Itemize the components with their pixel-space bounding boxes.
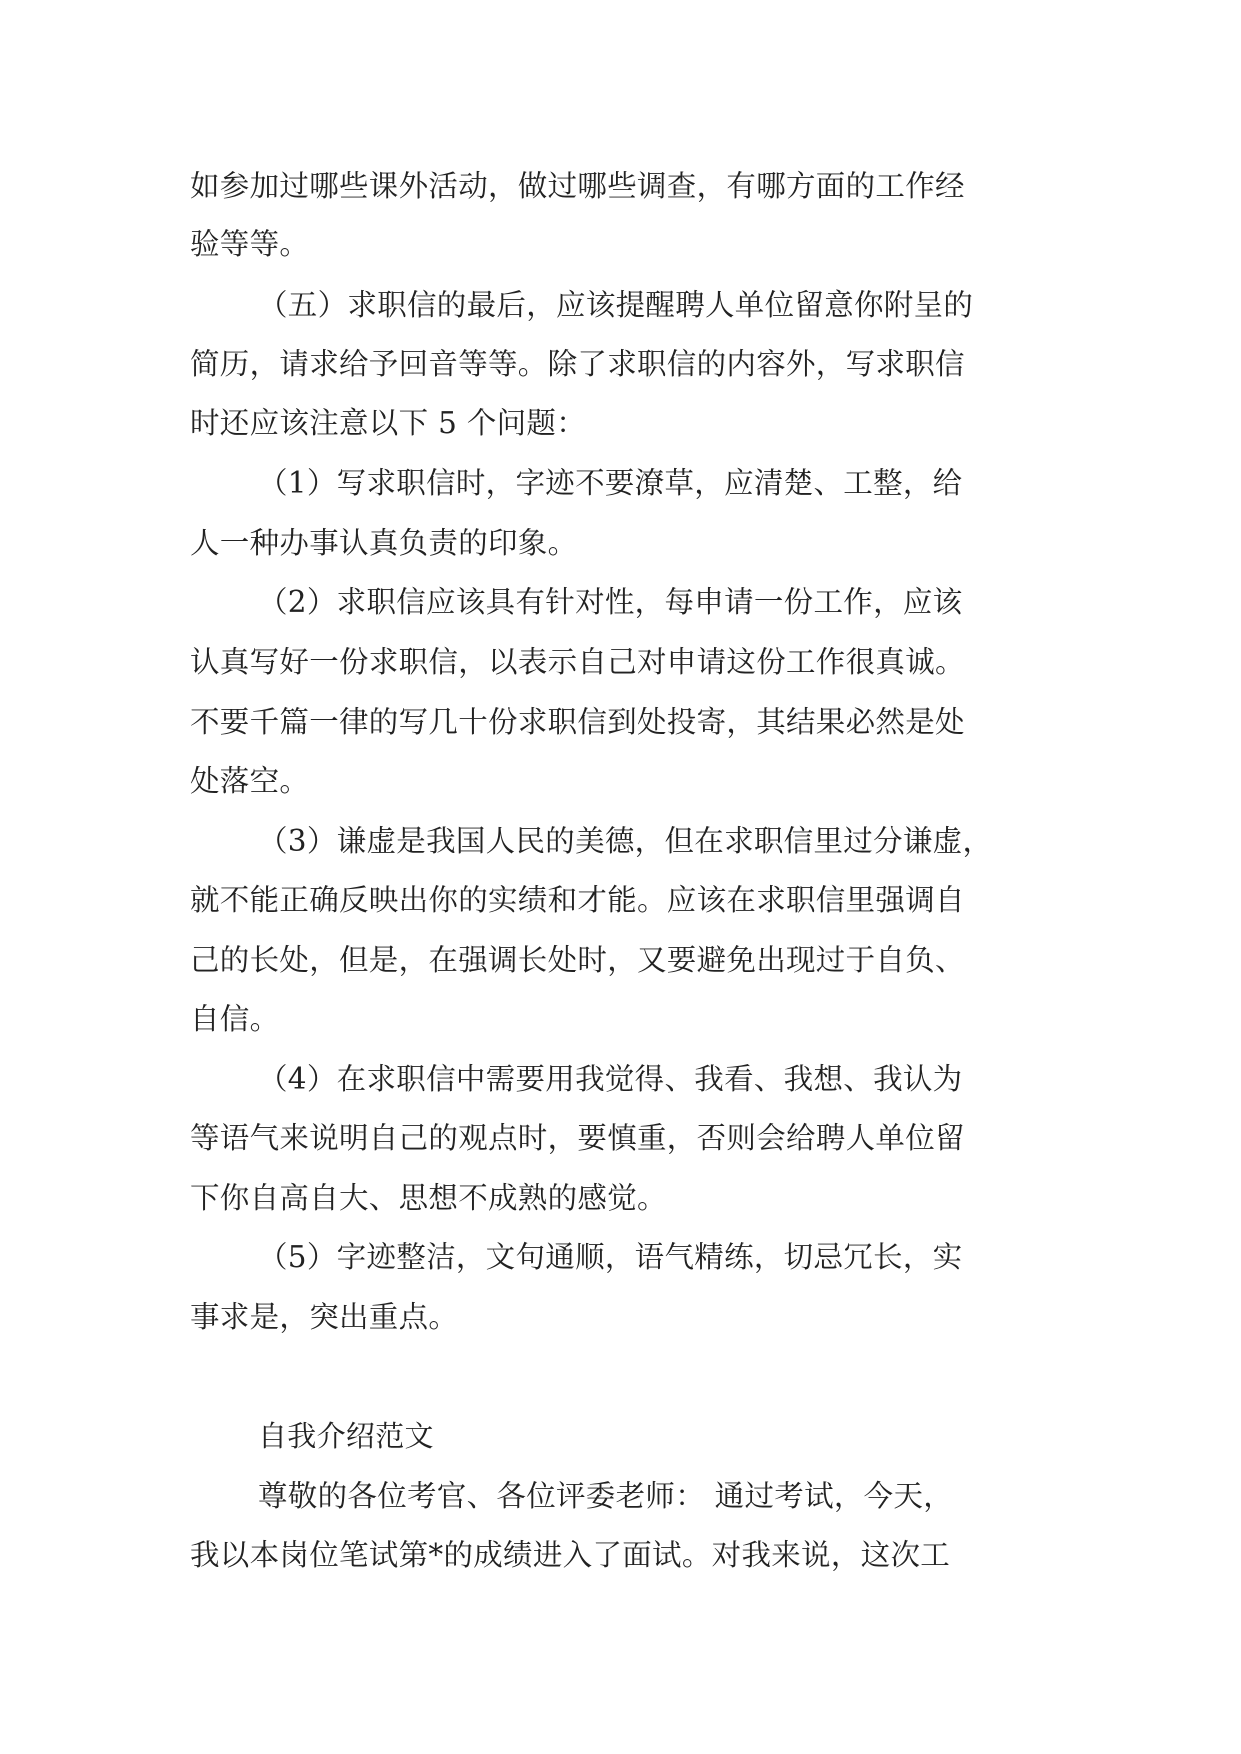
- text-line: 如参加过哪些课外活动，做过哪些调查，有哪方面的工作经: [190, 169, 965, 203]
- text-line: 等语气来说明自己的观点时，要慎重，否则会给聘人单位留: [190, 1121, 965, 1155]
- text-line: 自信。: [190, 1002, 280, 1036]
- section-heading: 自我介绍范文: [258, 1419, 434, 1453]
- paragraph-start-line: （五）求职信的最后，应该提醒聘人单位留意你附呈的: [258, 288, 974, 322]
- text-line: 事求是，突出重点。: [190, 1300, 459, 1334]
- text-line: 就不能正确反映出你的实绩和才能。应该在求职信里强调自: [190, 883, 965, 917]
- text-line: 己的长处，但是，在强调长处时，又要避免出现过于自负、: [190, 943, 965, 977]
- text-line: 认真写好一份求职信，以表示自己对申请这份工作很真诚。: [190, 645, 965, 679]
- text-line: 处落空。: [190, 764, 310, 798]
- paragraph-start-line: （5）字迹整洁，文句通顺，语气精练，切忌冗长，实: [258, 1240, 963, 1274]
- text-line: 下你自高自大、思想不成熟的感觉。: [190, 1181, 667, 1215]
- text-line: 验等等。: [190, 227, 310, 261]
- paragraph-start-line: （1）写求职信时，字迹不要潦草，应清楚、工整，给: [258, 466, 963, 500]
- text-line: 人一种办事认真负责的印象。: [190, 526, 578, 560]
- paragraph-start-line: （3）谦虚是我国人民的美德，但在求职信里过分谦虚，: [258, 824, 993, 858]
- text-line: 我以本岗位笔试第*的成绩进入了面试。对我来说，这次工: [190, 1538, 951, 1572]
- text-line: 简历，请求给予回音等等。除了求职信的内容外，写求职信: [190, 347, 965, 381]
- text-line: 时还应该注意以下 5 个问题：: [190, 406, 587, 440]
- paragraph-start-line: 尊敬的各位考官、各位评委老师： 通过考试，今天，: [258, 1479, 954, 1513]
- paragraph-start-line: （2）求职信应该具有针对性，每申请一份工作，应该: [258, 585, 963, 619]
- text-line: 不要千篇一律的写几十份求职信到处投寄，其结果必然是处: [190, 705, 965, 739]
- paragraph-start-line: （4）在求职信中需要用我觉得、我看、我想、我认为: [258, 1062, 963, 1096]
